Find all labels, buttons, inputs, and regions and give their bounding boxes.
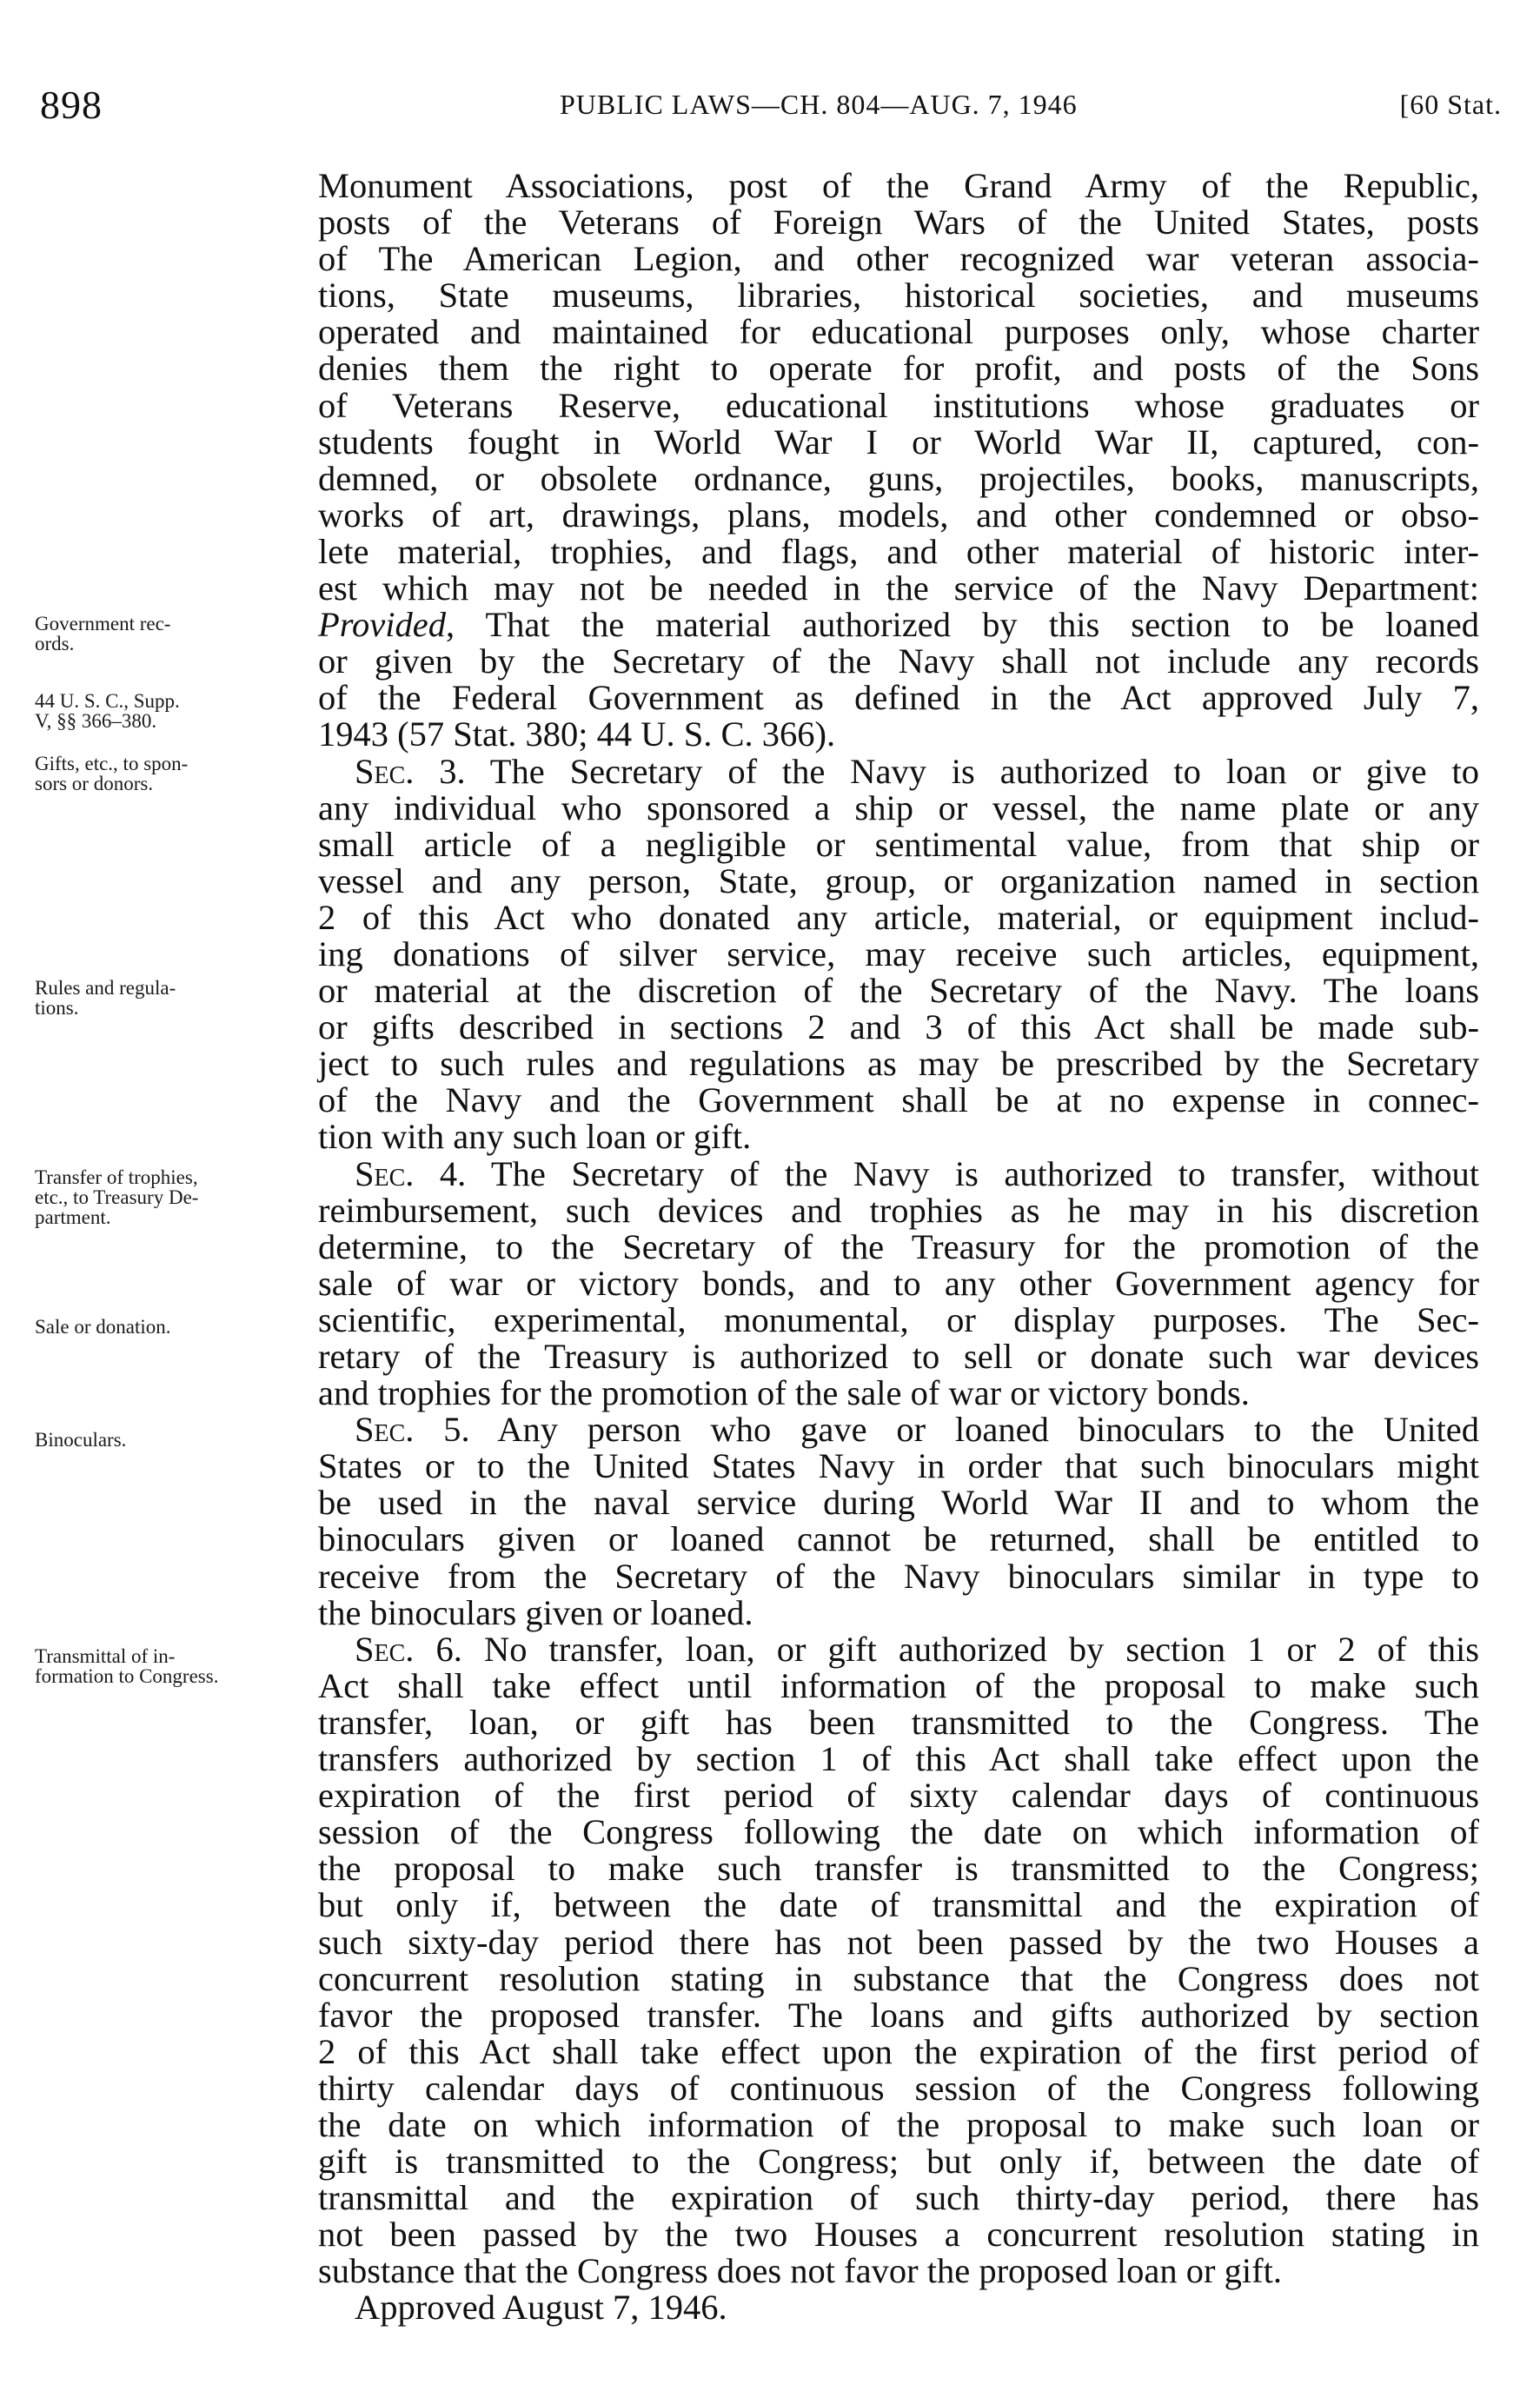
running-header [40, 82, 1502, 125]
section-5: Sec. 5. Any person who gave or loaned binoculars to the United States or to the United States Navy in order that such binoculars might be used in the naval service during World War II and to whom the binoculars given or loaned cannot be returned, shall be entitled to receive from the Secretary of the Navy binoculars similar in type to the binoculars given or loaned. [318, 1410, 1479, 1632]
section-4: Sec. 4. The Secretary of the Navy is authorized to transfer, without reimbursement, such devices and trophies as he may in his discretion determine, to the Secretary of the Treasury for the promotion of the sale of war or victory bonds, and to any other Government agency for scientific, experimental, monumental, or display purposes. The Sec- retary of the Treasury is authorized to sell or donate such war devices and trophies for the promotion of the sale of war or victory bonds. [318, 1153, 1479, 1413]
volume-reference: [60 Stat. [1399, 89, 1502, 120]
margin-note-gifts-to-sponsors: Gifts, etc., to spon- sors or donors. [35, 753, 189, 794]
margin-note-usc-citation: 44 U. S. C., Supp. V, §§ 366–380. [35, 690, 180, 732]
margin-note-sale-or-donation: Sale or donation. [35, 1316, 171, 1338]
margin-note-transmittal: Transmittal of in- formation to Congress. [35, 1645, 219, 1687]
running-title: PUBLIC LAWS—CH. 804—AUG. 7, 1946 [560, 89, 1078, 120]
section-label: Sec. 4. [355, 1153, 467, 1193]
section-label: Sec. 3. [355, 751, 466, 791]
margin-note-government-records: Government rec- ords. [35, 613, 171, 654]
page-number: 898 [40, 83, 103, 127]
section-label: Sec. 5. [355, 1410, 470, 1450]
margin-note-transfer-of-trophies: Transfer of trophies, etc., to Treasury De- partment. [35, 1166, 199, 1228]
provided-proviso: Provided [318, 605, 446, 645]
approval-date: Approved August 7, 1946. [355, 2288, 727, 2328]
margin-note-rules-and-regulations: Rules and regula- tions. [35, 977, 176, 1019]
statute-body-text [318, 168, 1479, 2327]
section-6: Sec. 6. No transfer, loan, or gift authorized by section 1 or 2 of this Act shall take effect until information of the proposal to make such transfer, loan, or gift has been transmitted to the Congress. The transfers authorized by section 1 of this Act shall take effect upon the expiration of the first period of sixty calendar days of continuous session of the Congress following the date on which information of the proposal to make such transfer is transmitted to the Congress; but only if, between the date of transmittal and the expiration of such sixty-day period there has not been passed by the two Houses a concurrent resolution stating in substance that the Congress does not favor the proposed transfer. The loans and gifts authorized by section 2 of this Act shall take effect upon the expiration of the first period of thirty calendar days of continuous session of the Congress following the date on which information of the proposal to make such loan or gift is transmitted to the Congress; but only if, between the date of transmittal and the expiration of such thirty-day period, there has not been passed by the two Houses a concurrent resolution stating in substance that the Congress does not favor the proposed loan or gift. [318, 1629, 1479, 2291]
margin-note-binoculars: Binoculars. [35, 1429, 127, 1451]
section-label: Sec. 6. [355, 1629, 462, 1669]
section-3: Sec. 3. The Secretary of the Navy is authorized to loan or give to any individual who sponsored a ship or vessel, the name plate or any small article of a negligible or sentimental value, from that ship or vessel and any person, State, group, or organization named in section 2 of this Act who donated any article, material, or equipment includ- ing donations of silver service, may receive such articles, equipment, or material at the discretion of the Secretary of the Navy. The loans or gifts described in sections 2 and 3 of this Act shall be made sub- ject to such rules and regulations as may be prescribed by the Secretary of the Navy and the Government shall be at no expense in connec- tion with any such loan or gift. [318, 751, 1479, 1157]
paragraph-continuation: Monument Associations, post of the Grand Army of the Republic, posts of the Veterans of Foreign Wars of the United States, posts of The American Legion, and other recognized war veteran associa- tions, State museums, libraries, historical societies, and museums operated and maintained for educational purposes only, whose charter denies them the right to operate for profit, and posts of the Sons of Veterans Reserve, educational institutions whose graduates or students fought in World War I or World War II, captured, con- demned, or obsolete ordnance, guns, projectiles, books, manuscripts, works of art, drawings, plans, models, and other condemned or obso- lete material, trophies, and flags, and other material of historic inter- est which may not be needed in the service of the Navy Department: Provided, That the material authorized by this section to be loaned or given by the Secretary of the Navy shall not include any records of the Federal Government as defined in the Act approved July 7, 1943 (57 Stat. 380; 44 U. S. C. 366). [318, 166, 1479, 754]
